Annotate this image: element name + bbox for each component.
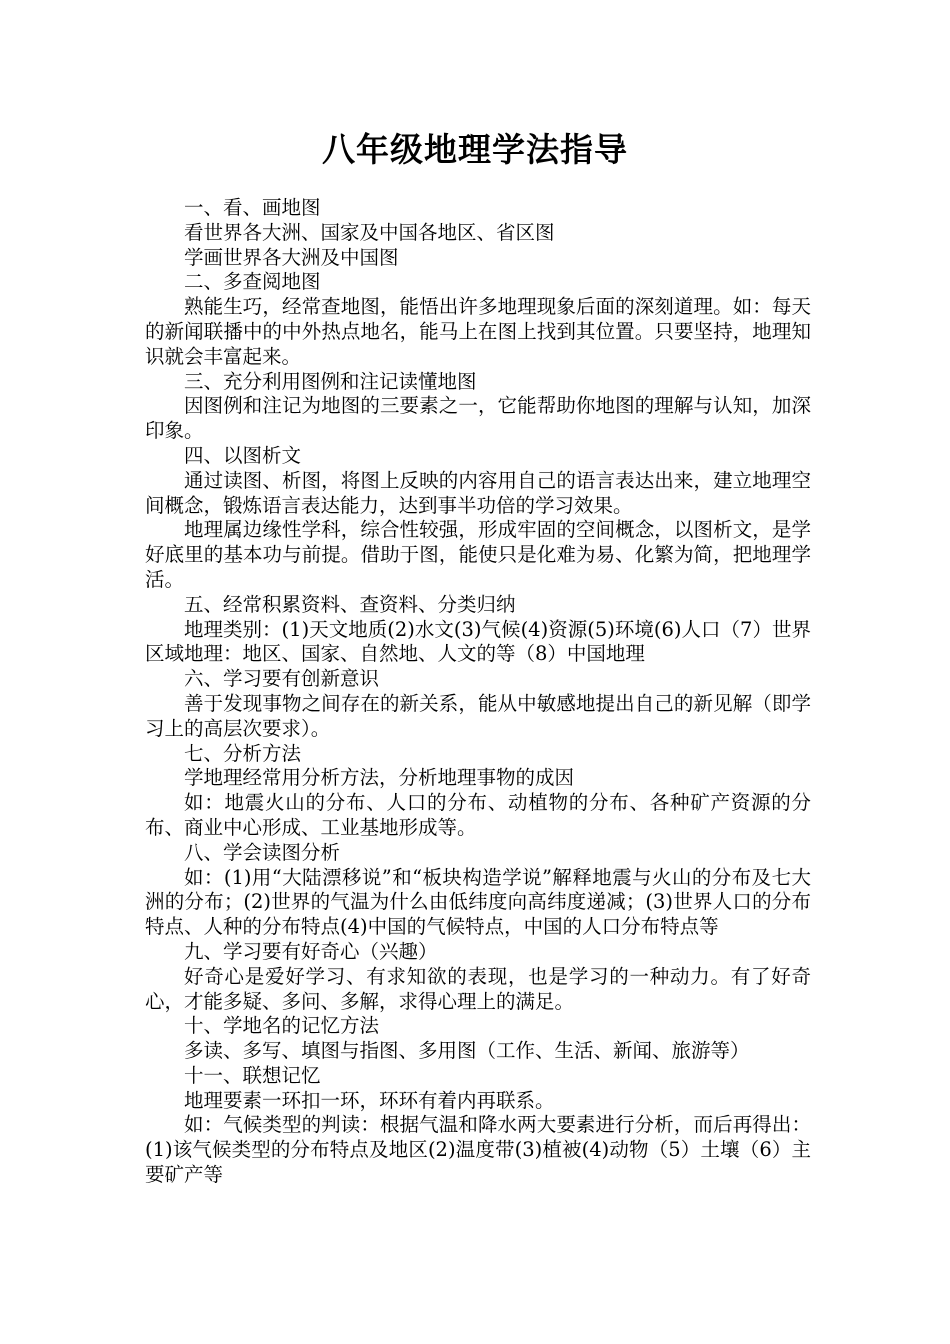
paragraph: 地理要素一环扣一环，环环有着内再联系。 [184,1088,555,1112]
section-heading: 四、以图析文 [184,443,302,467]
paragraph: 如：地震火山的分布、人口的分布、动植物的分布、各种矿产资源的分布、商业中心形成、工业基地形成等。 [145,791,811,839]
section-heading: 八、学会读图分析 [184,840,341,864]
section-heading: 二、多查阅地图 [184,270,321,294]
section-heading: 三、充分利用图例和注记读懂地图 [184,369,477,393]
section-heading: 十一、联想记忆 [184,1063,321,1087]
paragraph: 学画世界各大洲及中国图 [184,245,399,269]
paragraph: 通过读图、析图，将图上反映的内容用自己的语言表达出来，建立地理空间概念，锻炼语言表达能力，达到事半功倍的学习效果。 [145,468,811,517]
paragraph: 地理类别：(1)天文地质(2)水文(3)气候(4)资源(5)环境(6)人口（7）世界区域地理：地区、国家、自然地、人文的等（8）中国地理 [145,617,811,666]
section-heading: 十、学地名的记忆方法 [184,1014,380,1038]
paragraph: 地理属边缘性学科，综合性较强，形成牢固的空间概念，以图析文，是学好底里的基本功与前提。借助于图，能使只是化难为易、化繁为简，把地理学活。 [145,518,811,591]
section-heading: 五、经常积累资料、查资料、分类归纳 [184,592,516,616]
paragraph: 善于发现事物之间存在的新关系，能从中敏感地提出自己的新见解（即学习上的高层次要求）。 [145,691,811,740]
paragraph: 好奇心是爱好学习、有求知欲的表现，也是学习的一种动力。有了好奇心，才能多疑、多问、多解，求得心理上的满足。 [145,964,811,1013]
section-heading: 一、看、画地图 [184,196,321,219]
paragraph: 多读、多写、填图与指图、多用图（工作、生活、新闻、旅游等） [184,1039,750,1063]
paragraph: 看世界各大洲、国家及中国各地区、省区图 [184,220,555,244]
paragraph: 因图例和注记为地图的三要素之一，它能帮助你地图的理解与认知，加深印象。 [145,394,811,443]
paragraph: 如：气候类型的判读：根据气温和降水两大要素进行分析，而后再得出：(1)该气候类型的分布特点及地区(2)温度带(3)植被(4)动物（5）土壤（6）主要矿产等 [145,1113,811,1187]
paragraph: 如：(1)用“大陆漂移说”和“板块构造学说”解释地震与火山的分布及七大洲的分布；(2)世界的气温为什么由低纬度向高纬度递减；(3)世界人口的分布特点、人种的分布特点(4)中国的气候特点，中国的人口分布特点等 [145,865,811,939]
paragraph: 熟能生巧，经常查地图，能悟出许多地理现象后面的深刻道理。如：每天的新闻联播中的中外热点地名，能马上在图上找到其位置。只要坚持，地理知识就会丰富起来。 [145,295,811,368]
section-heading: 七、分析方法 [184,741,302,765]
section-heading: 九、学习要有好奇心（兴趣） [184,939,438,963]
paragraph: 学地理经常用分析方法，分析地理事物的成因 [184,766,575,790]
document-title: 八年级地理学法指导 [322,130,628,169]
section-heading: 六、学习要有创新意识 [184,667,380,691]
document-body [145,196,811,1188]
